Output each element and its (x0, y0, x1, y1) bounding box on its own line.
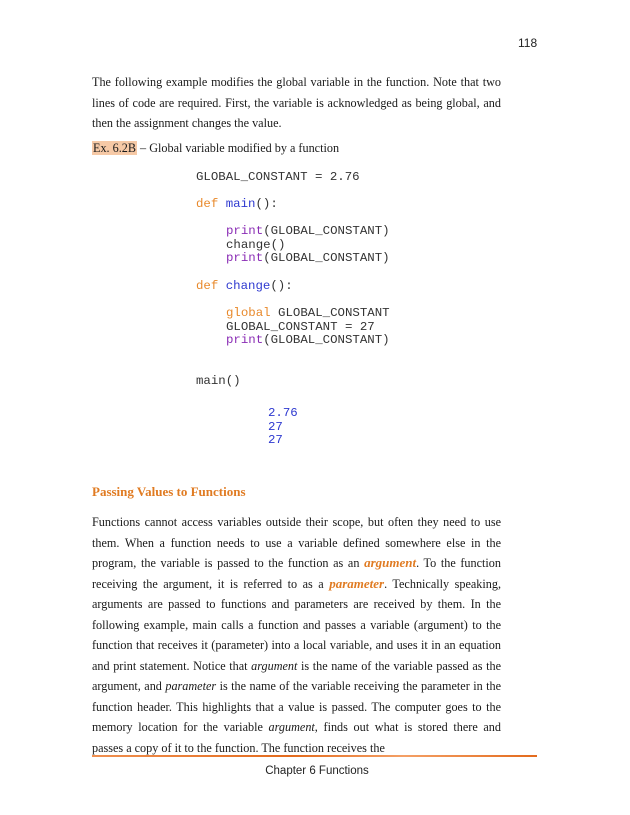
print-argument: (GLOBAL_CONSTANT) (263, 333, 390, 347)
page-footer (0, 765, 630, 777)
code-line-change-call: change() (226, 238, 286, 252)
print-keyword: print (226, 251, 264, 265)
output-line: 27 (268, 433, 283, 447)
text-run: is the name of the variable passed as the argument, and (92, 658, 501, 693)
page-number: 118 (518, 36, 538, 50)
output-line: 2.76 (268, 406, 298, 420)
function-name-main: main (225, 197, 256, 211)
text-run: . To the function receiving the argument, it is referred to as a (92, 556, 501, 591)
code-line-constant: GLOBAL_CONSTANT = 2.76 (196, 170, 360, 184)
code-line-def-main (196, 198, 278, 212)
italic-argument: argument (251, 658, 298, 673)
print-keyword: print (226, 333, 264, 347)
def-parens: (): (270, 279, 293, 293)
output-line: 27 (268, 420, 283, 434)
term-parameter: parameter (329, 575, 385, 591)
text-run: is the name of the variable receiving the parameter in the function header. This highlights that a value is passed. The computer goes to the memory location for the variable (92, 679, 502, 734)
code-line-main-call: main() (196, 374, 241, 388)
code-line-print-1 (226, 225, 390, 239)
code-line-def-change (196, 280, 293, 294)
example-title: – Global variable modified by a function (137, 141, 340, 155)
section-paragraph (92, 512, 501, 758)
def-keyword: def (196, 279, 219, 293)
term-argument: argument (364, 555, 417, 570)
footer-chapter: Chapter 6 Functions (265, 765, 369, 777)
code-line-print-2 (226, 252, 390, 266)
intro-paragraph: The following example modifies the global variable in the function. Note that two lines of code are required. First, the variable is acknowledged as being global, and then the assignment changes the value. (92, 75, 501, 130)
text-run: , finds out what is stored there and passes a copy of it to the function. The function receives the (92, 720, 501, 755)
def-parens: (): (255, 197, 278, 211)
example-tag: Ex. 6.2B (93, 141, 136, 155)
text-run: Functions cannot access variables outside their scope, but often they need to use them. When a function needs to use a variable defined somewhere else in the program, the variable is passed to the function as an (92, 515, 501, 570)
global-name: GLOBAL_CONSTANT (270, 306, 390, 320)
function-name-change: change (225, 279, 271, 293)
print-keyword: print (226, 224, 264, 238)
code-line-global (226, 307, 390, 321)
global-keyword: global (226, 306, 271, 320)
footer-rule (92, 755, 537, 757)
print-argument: (GLOBAL_CONSTANT) (263, 251, 390, 265)
text-run: . Technically speaking, arguments are passed to functions and parameters are received by them. In the following example, main calls a function and passes a variable (argument) to the function that receives it (parameter) into a local variable, and uses it in an equation and print statement. Notice that (92, 576, 501, 673)
code-line-print-3 (226, 334, 390, 348)
def-keyword: def (196, 197, 219, 211)
example-caption (92, 139, 339, 157)
italic-argument: argument (268, 720, 315, 734)
code-line-assign: GLOBAL_CONSTANT = 27 (226, 320, 375, 334)
print-argument: (GLOBAL_CONSTANT) (263, 224, 390, 238)
section-heading: Passing Values to Functions (92, 484, 246, 499)
italic-parameter: parameter (165, 679, 217, 693)
